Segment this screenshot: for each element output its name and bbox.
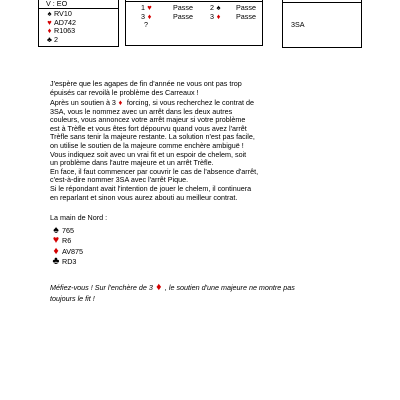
text-line: En face, il faut commencer par couvrir le cas de l'absence d'arrêt,	[50, 166, 259, 176]
diamond-icon: ♦	[147, 11, 152, 21]
north-hand-title: La main de Nord :	[50, 213, 108, 222]
text-line: c'est-à-dire nommer 3SA avec l'arrêt Pique.	[50, 175, 189, 185]
warning-note	[50, 282, 370, 304]
bid: Passe	[236, 3, 256, 12]
cards: 765	[62, 225, 74, 235]
bid-col-1	[141, 4, 154, 30]
note-line: Méfiez-vous ! Sur l'enchère de 3 ♦ , le soutien d'une majeure ne montre pas	[50, 281, 295, 293]
answer-text: 3SA	[291, 20, 305, 29]
diamond-icon: ♦	[53, 244, 59, 257]
heart-icon: ♥	[47, 17, 52, 27]
bid: 3 ♦	[141, 13, 154, 22]
hand-row-club	[45, 36, 76, 45]
cards: RD3	[62, 257, 77, 267]
text-line: Si le répondant avait l'intention de jouer le chelem, il continuera	[50, 183, 252, 193]
club-icon: ♣	[47, 35, 52, 45]
answer-divider	[283, 2, 361, 3]
answer-box	[282, 0, 362, 48]
bid: Passe	[236, 11, 256, 21]
hand-rows	[45, 10, 76, 45]
north-hand	[50, 214, 107, 267]
bid: 3 ♦	[210, 13, 223, 22]
text-line: épuisés car revoilà le problème des Carreaux !	[50, 87, 199, 97]
bid-col-4	[236, 4, 256, 21]
spade-icon: ♠	[53, 223, 59, 236]
cards: AD742	[54, 17, 76, 27]
cards: R6	[62, 236, 72, 246]
note-line: toujours le fit !	[50, 293, 95, 303]
hand-box	[38, 0, 119, 47]
text-line: en reparlant et sinon vous aurez abouti au meilleur contrat.	[50, 192, 238, 202]
cards: RV10	[54, 9, 72, 18]
diamond-icon: ♦	[216, 11, 221, 21]
bid: Passe	[173, 11, 193, 21]
bid: Passe	[173, 3, 193, 12]
north-row-club	[50, 256, 107, 267]
diamond-icon: ♦	[118, 98, 123, 107]
bid: ?	[144, 20, 148, 30]
text-line: 3SA, vous le nommez avec un arrêt dans les deux autres	[50, 106, 233, 116]
text-line: couleurs, vous annoncez votre arrêt majeur si votre problème	[50, 115, 246, 125]
spade-icon: ♠	[216, 3, 221, 12]
text-line: on utilise le soutien de la majeure comme enchère ambiguë !	[50, 140, 244, 150]
text-line: J'espère que les agapes de fin d'année ne vous ont pas trop	[50, 79, 242, 88]
diamond-icon: ♦	[156, 281, 162, 293]
bid: 2 ♠	[210, 4, 223, 13]
text-line: est à Trèfle et vous êtes fort dépourvu quand vous avez l'arrêt	[50, 123, 247, 133]
text-line: Trèfle sans tenir la majeure restante. La solution n'est pas facile,	[50, 132, 255, 142]
intro-paragraph	[50, 80, 350, 97]
bidding-divider	[126, 1, 262, 2]
heart-icon: ♥	[147, 3, 152, 12]
text-line: Vous indiquez soit avec un vrai fit et un espoir de chelem, soit	[50, 149, 247, 159]
bid-col-2	[173, 4, 193, 21]
diamond-icon: ♦	[47, 26, 52, 36]
spade-icon: ♠	[47, 9, 52, 18]
cards: R1063	[54, 26, 76, 36]
heart-icon: ♥	[52, 234, 60, 247]
text-line: un problème dans l'autre majeure et un arrêt Trèfle.	[50, 158, 214, 168]
cards: AV875	[62, 246, 84, 256]
club-icon: ♣	[52, 255, 60, 268]
text-line: Après un soutien à 3 ♦ forcing, si vous recherchez le contrat de	[50, 98, 254, 107]
cards: 2	[54, 35, 58, 45]
vulnerability: V : EO	[46, 0, 68, 8]
explanation-paragraph	[50, 99, 350, 202]
bid-col-3	[210, 4, 223, 21]
bidding-box	[125, 0, 263, 46]
bid: 1 ♥	[141, 4, 154, 13]
